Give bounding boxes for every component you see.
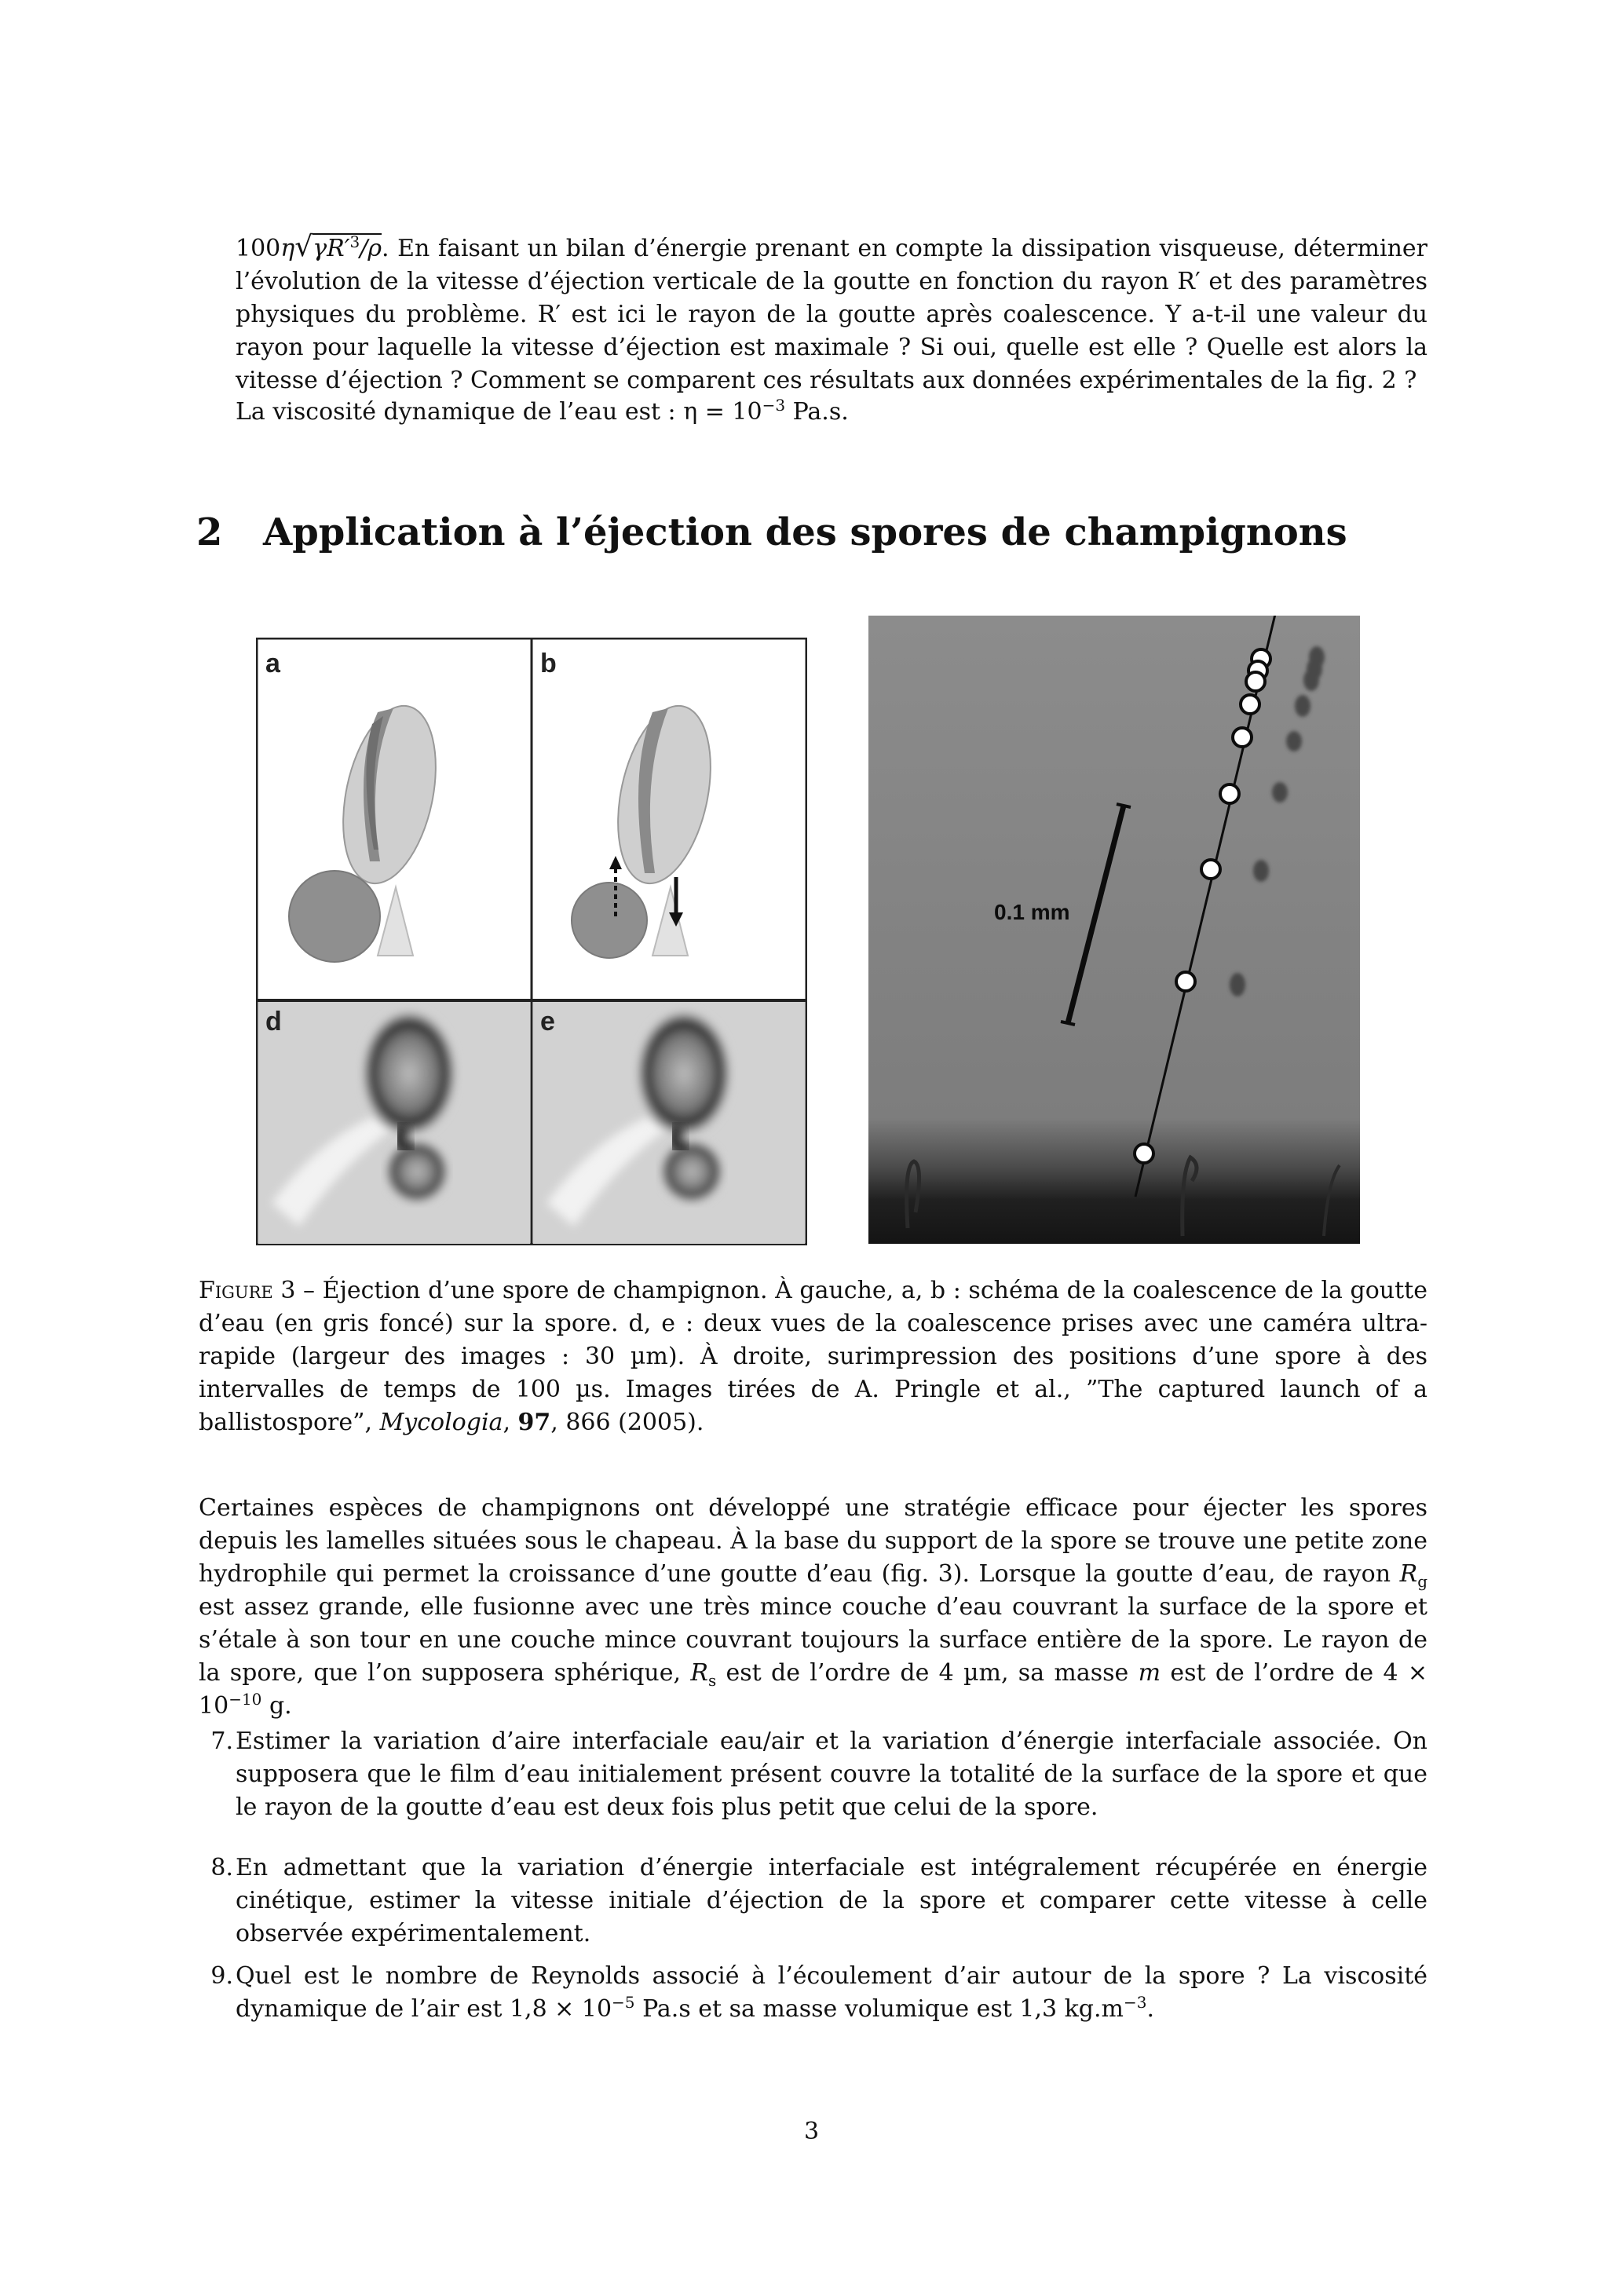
formula-eta: η	[280, 235, 295, 262]
intro-text: . En faisant un bilan d’énergie prenant en compte la dissipation visqueuse, déterminer l’évolution de la vitesse d’éjection verticale de la goutte en fonction du rayon R′ et des paramètres physiques du problème. R′ est ici le rayon de la goutte après coalescence. Y a-t-il une valeur du rayon pour laquelle la vitesse d’éjection est maximale ? Si oui, quelle est elle ? Quelle est alors la vitesse d’éjection ? Comment se comparent ces résultats aux données expérimentales de la fig. 2 ?	[236, 235, 1427, 394]
caption-label: Figure 3	[199, 1277, 296, 1304]
section-number: 2	[196, 510, 223, 554]
page-number: 3	[803, 2118, 820, 2145]
panel-label-e: e	[540, 1007, 555, 1036]
sqrt-sign: √	[294, 231, 313, 263]
panel-label-a: a	[265, 649, 280, 678]
question-text: Estimer la variation d’aire interfaciale eau/air et la variation d’énergie interfaciale associée. On supposera que le film d’eau initialement présent couvre la totalité de la surface de la spore et que le rayon de la goutte d’eau est deux fois plus petit que celui de la spore.	[236, 1727, 1427, 1821]
caption-volume: 97	[517, 1409, 551, 1436]
question-text: Quel est le nombre de Reynolds associé à l’écoulement d’air autour de la spore ? La viscosité dynamique de l’air est $1,8 \times 10^{-5}$ Pa.s et sa masse volumique est 1,3 $kg.m^{-3}$.	[236, 1962, 1427, 2023]
question-text: En admettant que la variation d’énergie interfaciale est intégralement récupérée en énergie cinétique, estimer la vitesse initiale d’éjection de la spore et comparer cette vitesse à celle observée expérimentalement.	[236, 1854, 1427, 1947]
panel-label-d: d	[265, 1007, 282, 1036]
scale-label: 0.1 mm	[994, 900, 1070, 924]
caption-text: – Éjection d’une spore de champignon. À gauche, a, b : schéma de la coalescence de la goutte d’eau (en gris foncé) sur la spore. d, e : deux vues de la coalescence prises avec une caméra ultra-rapide (largeur des images : 30 µm). À droite, surimpression des positions d’une spore à des intervalles de temps de 100 µs. Images tirées de A. Pringle et al., ”The captured launch of a ballistospore”,	[199, 1277, 1427, 1436]
viscosity-line: La viscosité dynamique de l’eau est : $\eta = 10^{-3}$ Pa.s.	[236, 396, 849, 426]
figure-spore-trajectory	[868, 616, 1360, 1244]
panel-label-b: b	[540, 649, 557, 678]
section-title	[196, 510, 1347, 554]
question-number: 9.	[210, 1962, 233, 1990]
intro-paragraph	[236, 231, 1427, 397]
sqrt-radicand: $\gamma R'^3/\rho$	[313, 232, 382, 262]
section-title-text: Application à l’éjection des spores de champignons	[263, 510, 1347, 554]
caption-journal: Mycologia	[379, 1409, 503, 1436]
question-number: 8.	[210, 1854, 233, 1881]
formula-prefix: 100	[236, 235, 281, 262]
figure-caption: Figure 3 – Éjection d’une spore de champignon. À gauche, a, b : schéma de la coalescence de la goutte d’eau (en gris foncé) sur la spore. d, e : deux vues de la coalescence prises avec une caméra ultra-rapide (largeur des images : 30 µm). À droite, surimpression des positions d’une spore à des intervalles de temps de 100 µs. Images tirées de A. Pringle et al., ”The captured launch of a ballistospore”, Mycologia, 97, 866 (2005).	[199, 1277, 1427, 1436]
body-paragraph: Certaines espèces de champignons ont développé une stratégie efficace pour éjecter les spores depuis les lamelles situées sous le chapeau. À la base du support de la spore se trouve une petite zone hydrophile qui permet la croissance d’une goutte d’eau (fig. 3). Lorsque la goutte d’eau, de rayon $R_g$ est assez grande, elle fusionne avec une très mince couche d’eau couvrant la surface de la spore et s’étale à son tour en une couche mince couvrant toujours la surface entière de la spore. Le rayon de la spore, que l’on supposera sphérique, $R_s$ est de l’ordre de 4 µm, sa masse m est de l’ordre de $4 \times 10^{-10}$ g.	[199, 1494, 1427, 1720]
question-number: 7.	[210, 1727, 233, 1755]
figure-coalescence-panels	[256, 638, 807, 1245]
